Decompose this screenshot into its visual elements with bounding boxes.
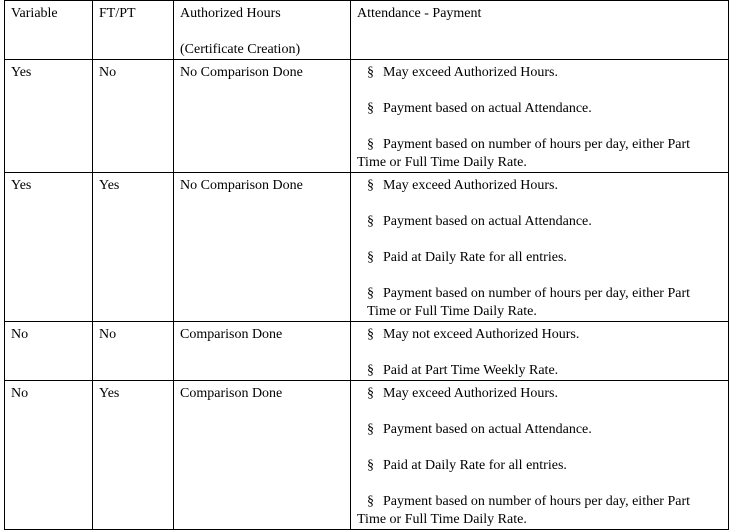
- bullet-marker: §: [367, 494, 374, 509]
- cell-variable: Yes: [5, 173, 93, 322]
- bullet-marker: §: [367, 65, 374, 80]
- bullet-marker: §: [367, 458, 374, 473]
- header-row: [5, 1, 729, 60]
- header-authorized-hours-subtitle: (Certificate Creation): [180, 42, 301, 57]
- bullet-marker: §: [367, 327, 374, 342]
- cell-authorized-hours: No Comparison Done: [174, 60, 351, 173]
- payment-bullet: [357, 493, 722, 529]
- bullet-marker: §: [367, 386, 374, 401]
- cell-authorized-hours: Comparison Done: [174, 322, 351, 381]
- bullet-text: May exceed Authorized Hours.: [383, 386, 558, 401]
- payment-bullet: [357, 326, 722, 344]
- table-row: [5, 381, 729, 530]
- bullet-marker: §: [367, 363, 374, 378]
- payment-bullet: [357, 285, 722, 321]
- bullet-text: May exceed Authorized Hours.: [383, 65, 558, 80]
- bullet-text: Payment based on actual Attendance.: [383, 214, 592, 229]
- bullet-text: May not exceed Authorized Hours.: [383, 327, 580, 342]
- bullet-text: Payment based on number of hours per day, either Part Time or Full Time Daily Rate.: [357, 494, 691, 527]
- payment-bullet: [357, 421, 722, 439]
- payment-rules-table: [4, 0, 729, 530]
- bullet-marker: §: [367, 214, 374, 229]
- payment-bullet: [357, 362, 722, 380]
- cell-ftpt: Yes: [93, 381, 174, 530]
- cell-variable: Yes: [5, 60, 93, 173]
- cell-ftpt: No: [93, 60, 174, 173]
- bullet-marker: §: [367, 422, 374, 437]
- table-row: [5, 60, 729, 173]
- table-row: [5, 173, 729, 322]
- header-variable: Variable: [5, 1, 93, 60]
- bullet-marker: §: [367, 178, 374, 193]
- bullet-text: Payment based on number of hours per day, either Part Time or Full Time Daily Rate.: [367, 286, 691, 319]
- bullet-marker: §: [367, 101, 374, 116]
- bullet-marker: §: [367, 286, 374, 301]
- bullet-marker: §: [367, 250, 374, 265]
- payment-bullet: [357, 249, 722, 267]
- cell-attendance-payment: [351, 381, 729, 530]
- bullet-text: Payment based on actual Attendance.: [383, 101, 592, 116]
- bullet-marker: §: [367, 137, 374, 152]
- payment-bullet: [357, 100, 722, 118]
- bullet-text: Payment based on actual Attendance.: [383, 422, 592, 437]
- cell-ftpt: Yes: [93, 173, 174, 322]
- payment-bullet: [357, 457, 722, 475]
- cell-ftpt: No: [93, 322, 174, 381]
- header-ftpt: FT/PT: [93, 1, 174, 60]
- header-authorized-hours: [174, 1, 351, 60]
- bullet-text: Paid at Daily Rate for all entries.: [383, 458, 567, 473]
- payment-bullet: [357, 213, 722, 231]
- header-authorized-hours-title: Authorized Hours: [180, 6, 281, 21]
- payment-bullet: [357, 177, 722, 195]
- cell-authorized-hours: No Comparison Done: [174, 173, 351, 322]
- table-row: [5, 322, 729, 381]
- payment-bullet: [357, 136, 722, 172]
- bullet-text: Payment based on number of hours per day, either Part Time or Full Time Daily Rate.: [357, 137, 691, 170]
- cell-attendance-payment: [351, 60, 729, 173]
- payment-bullet: [357, 385, 722, 403]
- cell-authorized-hours: Comparison Done: [174, 381, 351, 530]
- bullet-text: May exceed Authorized Hours.: [383, 178, 558, 193]
- cell-attendance-payment: [351, 173, 729, 322]
- header-attendance-payment: Attendance - Payment: [351, 1, 729, 60]
- cell-variable: No: [5, 322, 93, 381]
- cell-variable: No: [5, 381, 93, 530]
- bullet-text: Paid at Part Time Weekly Rate.: [383, 363, 559, 378]
- cell-attendance-payment: [351, 322, 729, 381]
- payment-bullet: [357, 64, 722, 82]
- bullet-text: Paid at Daily Rate for all entries.: [383, 250, 567, 265]
